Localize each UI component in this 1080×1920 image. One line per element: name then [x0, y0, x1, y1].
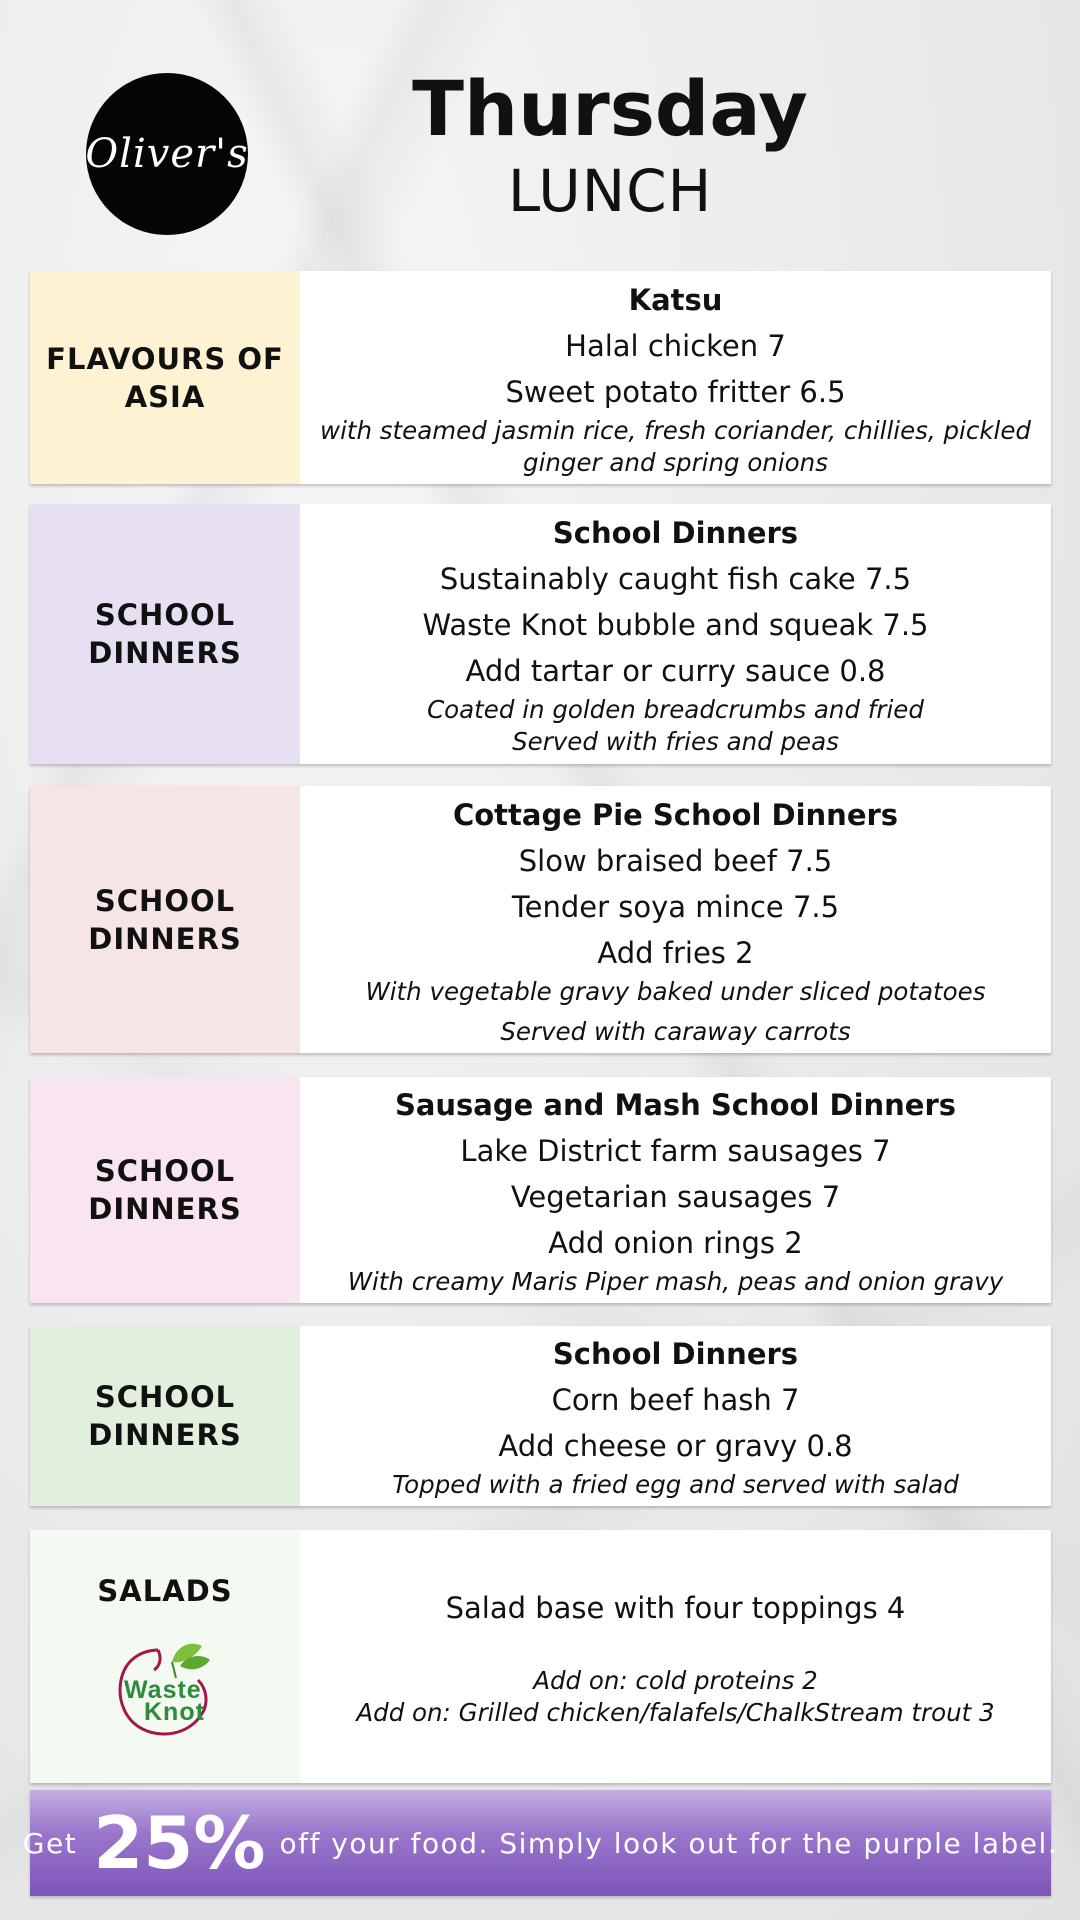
menu-section-corn-beef-hash [30, 1326, 1051, 1506]
section-label-line: DINNERS [88, 636, 242, 670]
dish-title: Sausage and Mash School Dinners [394, 1088, 957, 1122]
dish-note: Coated in golden breadcrumbs and fried [427, 695, 924, 724]
discount-promo-banner [22, 1790, 1059, 1896]
dish-item: Add fries 2 [597, 935, 754, 970]
section-label [30, 1326, 300, 1506]
dish-item: Waste Knot bubble and squeak 7.5 [422, 608, 929, 642]
dish-note: With creamy Maris Piper mash, peas and onion gravy [347, 1267, 1004, 1296]
dish-note: with steamed jasmin rice, fresh coriander, chillies, pickled [320, 415, 1031, 445]
section-label [30, 504, 300, 764]
menu-section-sausage-and-mash [30, 1077, 1051, 1303]
dish-item: Sweet potato fritter 6.5 [505, 374, 846, 409]
section-label [30, 271, 300, 484]
section-label-line: SCHOOL [94, 598, 236, 632]
dish-note: ginger and spring onions [523, 447, 828, 477]
logo-text: Oliver's [85, 131, 249, 177]
promo-prefix: Get [22, 1826, 78, 1860]
section-body [300, 271, 1051, 484]
section-label-line: SCHOOL [94, 1154, 236, 1188]
page-subtitle-meal: LUNCH [507, 157, 713, 225]
dish-note: Add on: Grilled chicken/falafels/ChalkStream trout 3 [356, 1697, 995, 1727]
section-label [30, 1077, 300, 1303]
waste-knot-logo-text: Knot [144, 1697, 205, 1726]
dish-item: Add onion rings 2 [548, 1226, 803, 1260]
dish-title: School Dinners [552, 516, 799, 550]
dish-note: Served with caraway carrots [500, 1016, 851, 1046]
dish-item: Salad base with four toppings 4 [445, 1590, 906, 1625]
dish-title: Katsu [628, 282, 723, 317]
section-body [300, 1326, 1051, 1506]
dish-title: Cottage Pie School Dinners [452, 797, 899, 832]
dish-item: Halal chicken 7 [565, 328, 786, 363]
menu-section-flavours-of-asia [30, 271, 1051, 484]
dish-item: Corn beef hash 7 [551, 1383, 800, 1417]
section-label-line: ASIA [124, 379, 206, 414]
dish-item: Slow braised beef 7.5 [518, 843, 833, 878]
section-body [300, 1530, 1051, 1783]
dish-note: With vegetable gravy baked under sliced potatoes [365, 976, 986, 1006]
section-label [30, 786, 300, 1053]
section-label-line: DINNERS [88, 921, 242, 956]
dish-notes [356, 1665, 994, 1729]
menu-section-salads [30, 1530, 1051, 1783]
section-body [300, 786, 1051, 1053]
dish-item: Add cheese or gravy 0.8 [498, 1429, 853, 1463]
section-body [300, 504, 1051, 764]
section-body [300, 1077, 1051, 1303]
dish-item: Add tartar or curry sauce 0.8 [465, 654, 886, 688]
section-label-line: DINNERS [88, 1418, 242, 1452]
section-label-line: DINNERS [88, 1192, 242, 1226]
section-label-line: SALADS [97, 1573, 233, 1608]
section-label [30, 1530, 300, 1783]
dish-item: Vegetarian sausages 7 [510, 1180, 841, 1214]
olivers-logo [86, 73, 248, 235]
dish-note: Topped with a fried egg and served with salad [392, 1470, 959, 1499]
page-title-day: Thursday [412, 64, 808, 153]
menu-section-school-dinners-fish-cake [30, 504, 1051, 764]
dish-title: School Dinners [552, 1337, 799, 1371]
dish-note: Served with fries and peas [512, 727, 839, 756]
section-label-line: SCHOOL [94, 1380, 236, 1414]
dish-item: Tender soya mince 7.5 [511, 889, 840, 924]
waste-knot-logo-text: Waste [124, 1675, 202, 1704]
dish-note: Add on: cold proteins 2 [533, 1665, 818, 1695]
dish-item: Lake District farm sausages 7 [460, 1134, 891, 1168]
promo-suffix: off your food. Simply look out for the purple label. [279, 1826, 1059, 1860]
section-label-line: SCHOOL [94, 883, 236, 918]
promo-discount-value: 25% [93, 1801, 266, 1885]
dish-item: Sustainably caught fish cake 7.5 [439, 562, 912, 596]
waste-knot-logo [110, 1632, 220, 1742]
menu-section-cottage-pie [30, 786, 1051, 1053]
section-label-line: FLAVOURS OF [46, 341, 284, 376]
